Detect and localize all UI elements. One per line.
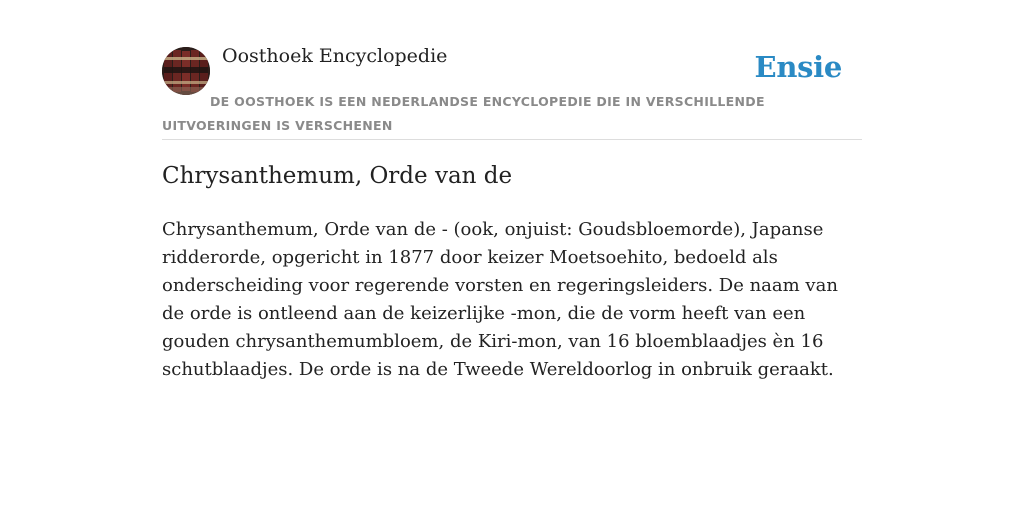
encyclopedia-books-icon[interactable] <box>162 47 210 95</box>
site-title[interactable]: Oosthoek Encyclopedie <box>222 45 448 67</box>
site-header <box>162 0 862 140</box>
article-title: Chrysanthemum, Orde van de <box>162 163 513 189</box>
article-body: Chrysanthemum, Orde van de - (ook, onjuist: Goudsbloemorde), Japanse ridderorde, opgericht in 1877 door keizer Moetsoehito, bedoeld als onderscheiding voor regerende vorsten en regeringsleiders. De naam van de orde is ontleend aan de keizerlijke -mon, die de vorm heeft van een gouden chrysanthemumbloem, de Kiri-mon, van 16 bloemblaadjes èn 16 schutblaadjes. De orde is na de Tweede Wereldoorlog in onbruik geraakt. <box>162 219 838 380</box>
site-tagline: DE OOSTHOEK IS EEN NEDERLANDSE ENCYCLOPEDIE DIE IN VERSCHILLENDE UITVOERINGEN IS VERSCHENEN <box>162 94 765 133</box>
brand-logo[interactable]: Ensie <box>754 50 842 84</box>
page-container <box>162 0 862 380</box>
